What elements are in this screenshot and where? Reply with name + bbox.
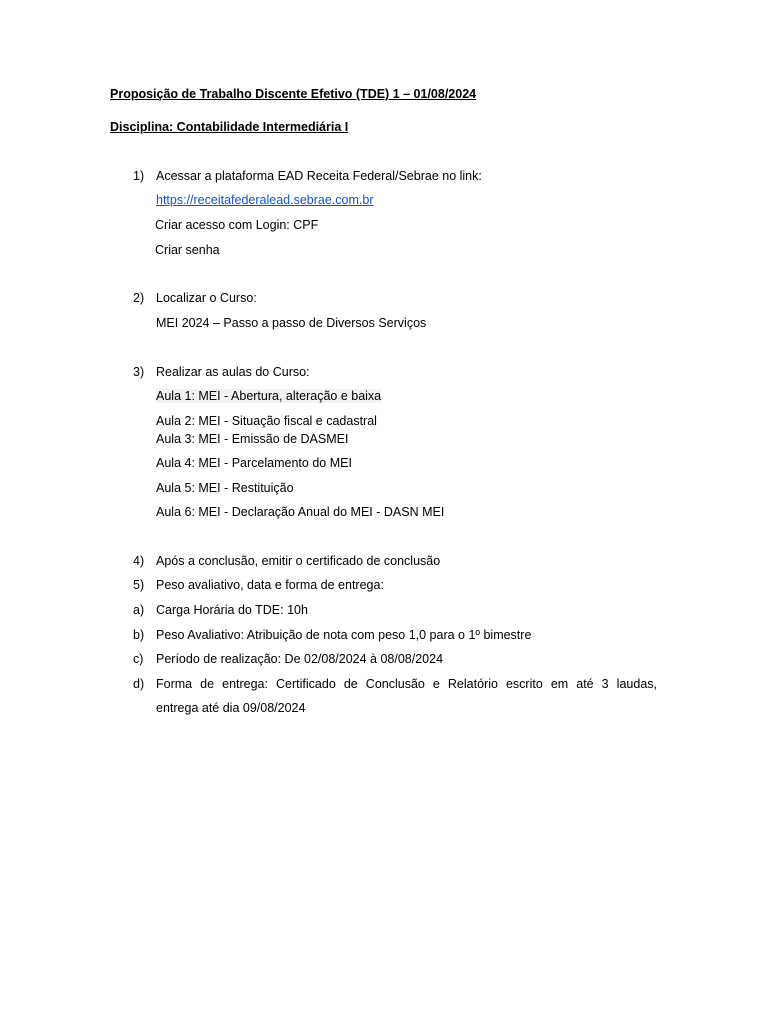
step-line: Criar senha	[155, 243, 220, 257]
subitem-letter: a)	[133, 603, 145, 617]
course-name: MEI 2024 – Passo a passo de Diversos Serviços	[156, 316, 427, 330]
subitem-text: Carga Horária do TDE: 10h	[156, 603, 308, 617]
lesson-item: Aula 5: MEI - Restituição	[156, 481, 294, 495]
step-line: Criar acesso com Login: CPF	[155, 218, 319, 232]
lesson-item: Aula 3: MEI - Emissão de DASMEI	[156, 432, 349, 446]
lesson-item: Aula 4: MEI - Parcelamento do MEI	[156, 456, 352, 470]
step-number: 2)	[133, 291, 145, 305]
step-number: 3)	[133, 365, 145, 379]
subitem-letter: c)	[133, 652, 144, 666]
discipline-heading: Disciplina: Contabilidade Intermediária I	[110, 120, 349, 134]
subitem-continuation: entrega até dia 09/08/2024	[156, 701, 306, 715]
platform-link[interactable]: https://receitafederalead.sebrae.com.br	[156, 193, 374, 207]
step-text: Realizar as aulas do Curso:	[156, 365, 310, 379]
lesson-item: Aula 6: MEI - Declaração Anual do MEI - DASN MEI	[156, 505, 445, 519]
lesson-item: Aula 2: MEI - Situação fiscal e cadastral	[156, 414, 377, 428]
step-number: 1)	[133, 169, 145, 183]
document-title: Proposição de Trabalho Discente Efetivo (TDE) 1 – 01/08/2024	[110, 87, 477, 101]
subitem-text: Forma de entrega: Certificado de Conclusão e Relatório escrito em até 3 laudas,	[156, 677, 657, 691]
step-text: Peso avaliativo, data e forma de entrega:	[156, 578, 384, 592]
step-number: 5)	[133, 578, 145, 592]
step-text: Acessar a plataforma EAD Receita Federal/Sebrae no link:	[156, 169, 482, 183]
lesson-item: Aula 1: MEI - Abertura, alteração e baixa	[156, 389, 382, 403]
step-number: 4)	[133, 554, 145, 568]
subitem-text: Peso Avaliativo: Atribuição de nota com peso 1,0 para o 1º bimestre	[156, 628, 532, 642]
step-text: Localizar o Curso:	[156, 291, 257, 305]
subitem-letter: d)	[133, 677, 145, 691]
subitem-text: Período de realização: De 02/08/2024 à 08/08/2024	[156, 652, 444, 666]
subitem-letter: b)	[133, 628, 145, 642]
step-text: Após a conclusão, emitir o certificado de conclusão	[156, 554, 441, 568]
